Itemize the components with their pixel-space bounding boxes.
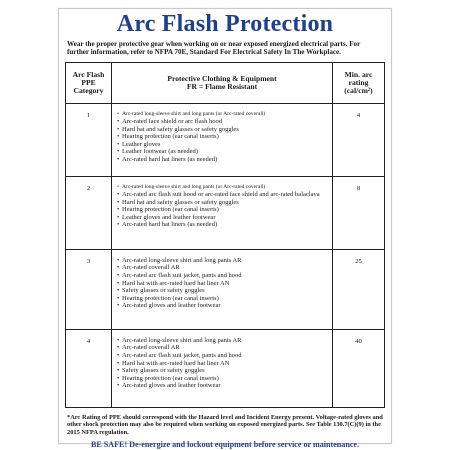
list-item: • Leather gloves and leather footwear — [117, 214, 329, 222]
list-item: • Hard hat with arc-rated hard hat liner AN — [117, 280, 329, 288]
list-item: • Hard hat with arc-rated hard hat liner AN — [117, 360, 329, 368]
equipment-list — [117, 184, 329, 229]
rating-cell: 25 — [333, 249, 385, 329]
equipment-cell — [112, 249, 333, 329]
list-item: • Hearing protection (ear canal inserts) — [117, 133, 329, 141]
equipment-cell — [112, 329, 333, 407]
sign-title: Arc Flash Protection — [116, 11, 334, 37]
list-item: • Arc-rated arc flash suit jacket, pants and hood — [117, 272, 329, 280]
list-item: • Arc-rated arc flash suit hood or arc-rated face shield and arc-rated balaclava — [117, 191, 329, 199]
equipment-cell — [112, 103, 333, 176]
list-item: • Arc-rated long-sleeve shirt and long pants AR — [117, 337, 329, 345]
table-row — [66, 176, 385, 249]
list-item: • Hearing protection (ear canal inserts) — [117, 295, 329, 303]
list-item: • Hard hat and safety glasses or safety goggles — [117, 199, 329, 207]
list-item: • Arc-rated arc flash suit jacket, pants and hood — [117, 352, 329, 360]
table-row — [66, 249, 385, 329]
rating-cell: 8 — [333, 176, 385, 249]
header-rating-unit: (cal/cm²) — [344, 85, 373, 95]
table-header-row — [66, 62, 385, 103]
list-item: • Arc-rated long-sleeve shirt and long pants (or Arc-rated coverall) — [117, 184, 329, 191]
list-item: • Arc-rated gloves and leather footwear — [117, 382, 329, 390]
list-item: • Arc-rated coverall AR — [117, 264, 329, 272]
list-item: • Hearing protection (ear canal inserts) — [117, 206, 329, 214]
category-cell: 1 — [66, 103, 112, 176]
equipment-list — [117, 337, 329, 390]
table-row — [66, 103, 385, 176]
list-item: • Hearing protection (ear canal inserts) — [117, 375, 329, 383]
list-item: • Safety glasses or safety goggles — [117, 367, 329, 375]
list-item: • Arc-rated long-sleeve shirt and long pants (or Arc-rated coverall) — [117, 111, 329, 118]
list-item: • Hard hat and safety glasses or safety goggles — [117, 126, 329, 134]
list-item: • Leather gloves — [117, 141, 329, 149]
list-item: • Arc-rated hard hat liners (as needed) — [117, 156, 329, 164]
category-cell: 4 — [66, 329, 112, 407]
header-rating — [333, 62, 385, 103]
category-cell: 3 — [66, 249, 112, 329]
safety-banner: BE SAFE! De-energize and lockout equipment before service or maintenance. — [90, 439, 360, 449]
rating-cell: 40 — [333, 329, 385, 407]
equipment-list — [117, 111, 329, 164]
list-item: • Arc-rated gloves and leather footwear — [117, 302, 329, 310]
list-item: • Arc-rated long-sleeve shirt and long pants AR — [117, 257, 329, 265]
rating-cell: 4 — [333, 103, 385, 176]
table-row — [66, 329, 385, 407]
header-category: Arc Flash PPE Category — [66, 62, 112, 103]
list-item: • Arc-rated face shield or arc flash hood — [117, 118, 329, 126]
equipment-list — [117, 257, 329, 310]
header-rating-title: Min. arc rating — [344, 69, 373, 87]
list-item: • Leather footwear (as needed) — [117, 148, 329, 156]
intro-text: Wear the proper protective gear when working on or near exposed energized electrical parts. For further information, refer to NFPA 70E, Standard For Electrical Safety In The Workplace. — [67, 40, 361, 57]
equipment-cell — [112, 176, 333, 249]
category-cell: 2 — [66, 176, 112, 249]
footnote: *Arc Rating of PPE should correspond with the Hazard level and Incident Energy present. Voltage-rated gloves and other shock protection may also be required when working on exposed energized parts. See Table 130.7(C)(9) in the 2015 NFPA regulation. — [67, 413, 383, 436]
header-clothing — [112, 62, 333, 103]
ppe-table — [65, 62, 385, 408]
arc-flash-sign — [58, 8, 392, 449]
header-clothing-title: Protective Clothing & Equipment — [167, 73, 277, 83]
list-item: • Arc-rated hard hat liners (as needed) — [117, 221, 329, 229]
list-item: • Arc-rated coverall AR — [117, 344, 329, 352]
header-clothing-subtitle: FR = Flame Resistant — [186, 81, 258, 91]
list-item: • Safety glasses or safety goggles — [117, 287, 329, 295]
